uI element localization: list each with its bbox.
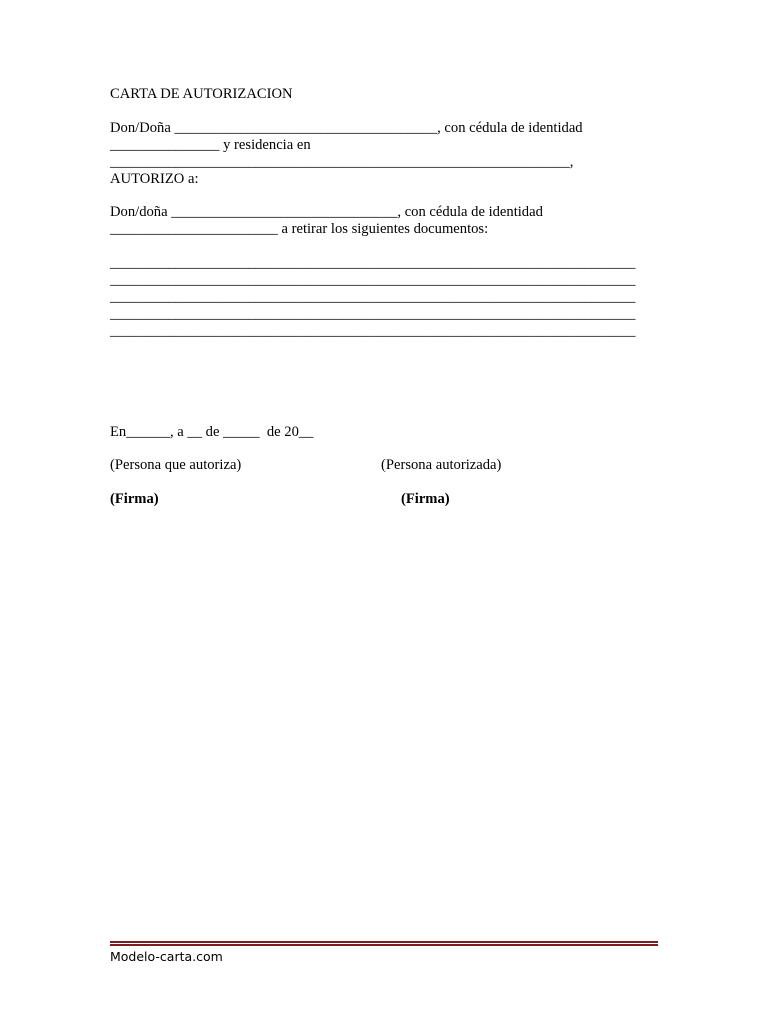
footer-divider [110, 941, 658, 946]
authorizer-signature: (Firma) [110, 491, 159, 507]
blank-line-1: ________________________________________________________________________ [110, 255, 636, 271]
footer-site: Modelo-carta.com [110, 949, 223, 964]
authorizer-residence-line: _______________________________________________________________, [110, 154, 574, 170]
blank-line-3: ________________________________________________________________________ [110, 289, 636, 305]
authorizer-id-line: _______________ y residencia en [110, 137, 311, 153]
date-line: En______, a __ de _____ de 20__ [110, 424, 314, 440]
authorize-statement: AUTORIZO a: [110, 171, 199, 187]
authorized-label: (Persona autorizada) [381, 457, 502, 473]
authorized-signature: (Firma) [401, 491, 450, 507]
authorized-id-line: _______________________ a retirar los siguientes documentos: [110, 221, 489, 237]
blank-line-4: ________________________________________________________________________ [110, 306, 636, 322]
blank-line-2: ________________________________________________________________________ [110, 272, 636, 288]
authorizer-label: (Persona que autoriza) [110, 457, 242, 473]
document-title: CARTA DE AUTORIZACION [110, 86, 293, 102]
blank-line-5: ________________________________________________________________________ [110, 323, 636, 339]
authorizer-name-line: Don/Doña ____________________________________, con cédula de identidad [110, 120, 583, 136]
authorized-name-line: Don/doña _______________________________, con cédula de identidad [110, 204, 543, 220]
